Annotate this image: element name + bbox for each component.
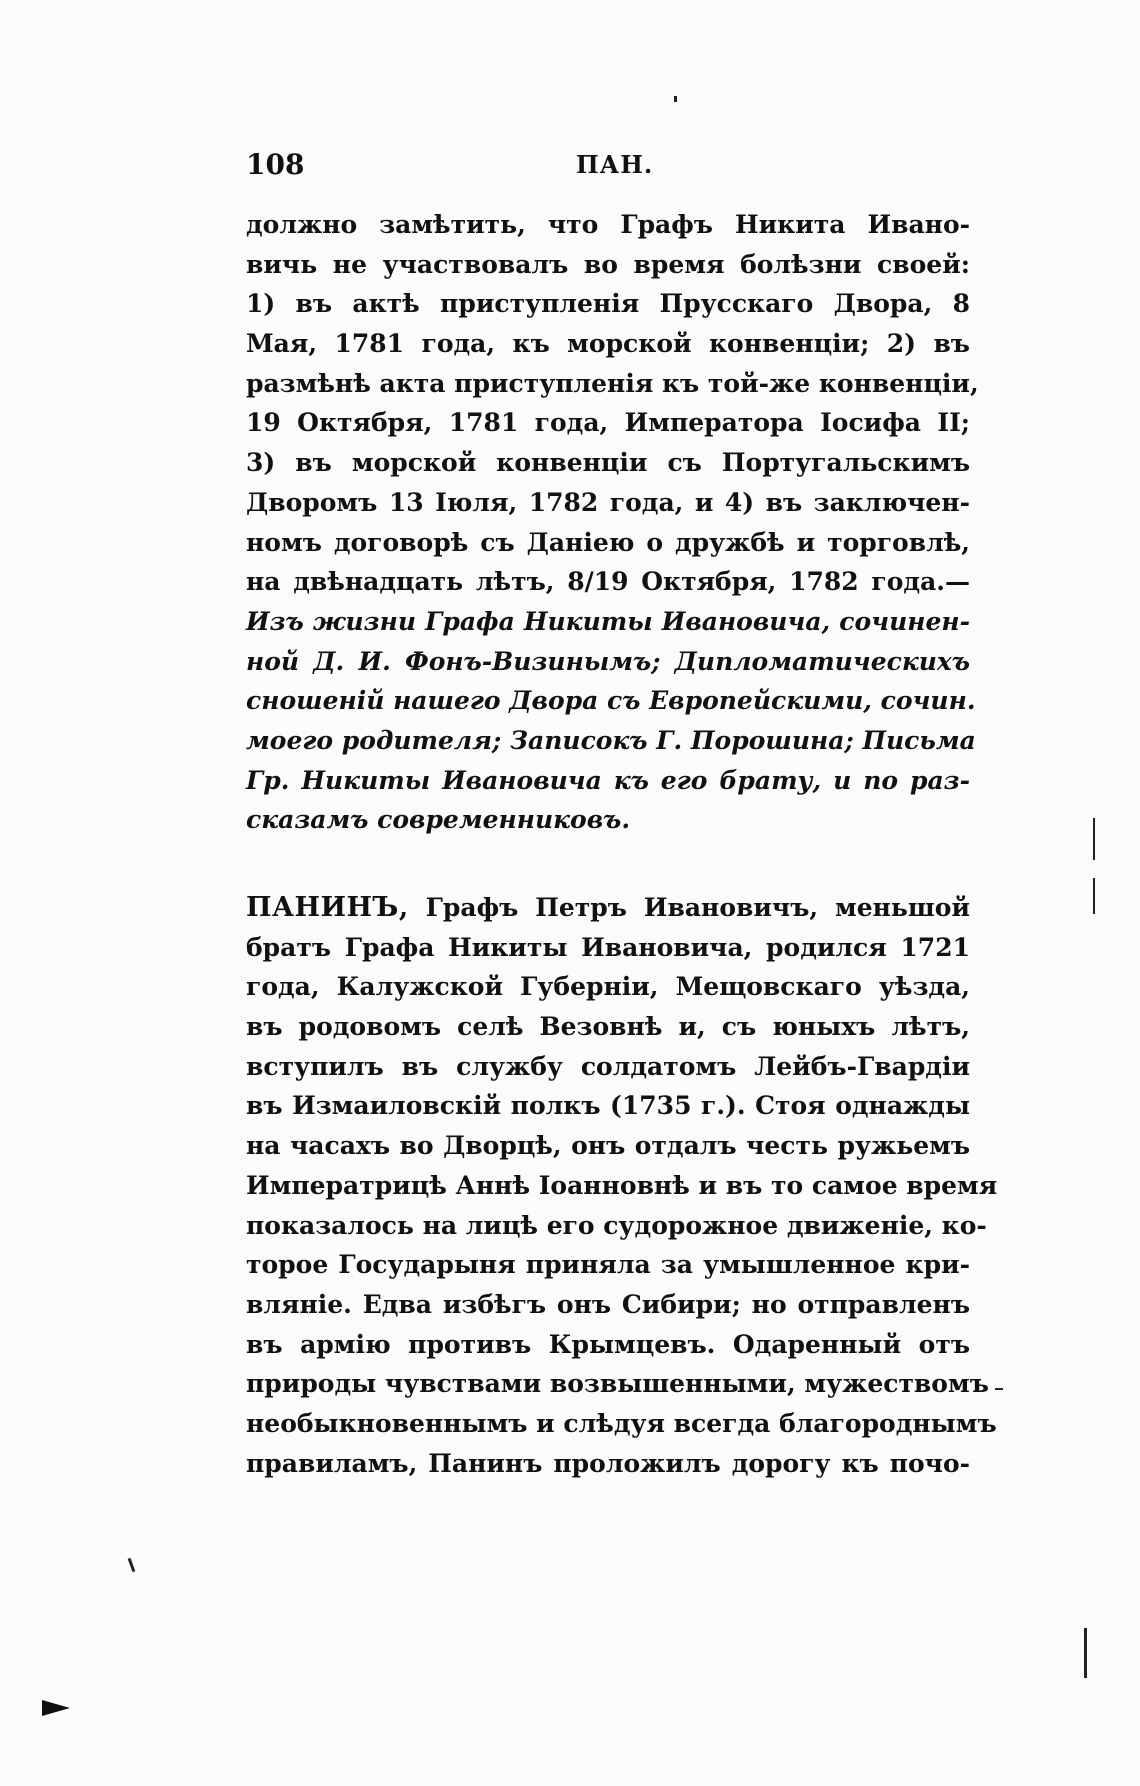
text-line: должно замѣтить, что Графъ Никита Ивано- xyxy=(246,210,970,239)
text-line: въ армію противъ Крымцевъ. Одаренный отъ xyxy=(246,1329,970,1359)
page-number: 108 xyxy=(246,148,305,181)
text-line: на двѣнадцать лѣтъ, 8/19 Октября, 1782 года.— xyxy=(246,567,970,597)
text-line: правиламъ, Панинъ проложилъ дорогу къ почо- xyxy=(246,1448,970,1478)
text-line: въ родовомъ селѣ Везовнѣ и, съ юныхъ лѣтъ, xyxy=(246,1012,970,1042)
entry-first-line-text: Графъ Петръ Ивановичъ, меньшой xyxy=(425,893,970,922)
source-line: сношеній нашего Двора съ Европейскими, сочин. xyxy=(246,686,976,716)
text-line: номъ договорѣ съ Даніею о дружбѣ и торговлѣ, xyxy=(246,527,970,557)
text-line: необыкновеннымъ и слѣдуя всегда благороднымъ xyxy=(246,1408,997,1438)
scan-mark xyxy=(1093,818,1095,860)
text-line: вступилъ въ службу солдатомъ Лейбъ-Гвардіи xyxy=(246,1051,970,1081)
text-line: Мая, 1781 года, къ морской конвенціи; 2) въ xyxy=(246,329,970,359)
page-header xyxy=(246,148,970,188)
text-line: на часахъ во Дворцѣ, онъ отдалъ честь ружьемъ xyxy=(246,1131,970,1161)
entry-panin-petr xyxy=(246,888,998,1483)
text-line: природы чувствами возвышенными, мужествомъ xyxy=(246,1369,989,1399)
text-line: въ Измаиловскій полкъ (1735 г.). Стоя однажды xyxy=(246,1091,970,1121)
text-line: вичь не участвовалъ во время болѣзни своей: xyxy=(246,249,970,279)
paragraph-continuation xyxy=(246,205,979,840)
scan-mark xyxy=(1093,878,1095,914)
text-line: Дворомъ 13 Іюля, 1782 года, и 4) въ заключен- xyxy=(246,487,970,517)
text-line: года, Калужской Губерніи, Мещовскаго уѣзда, xyxy=(246,972,970,1002)
source-line: Изъ жизни Графа Никиты Ивановича, сочинен- xyxy=(246,606,970,636)
text-line: Императрицѣ Аннѣ Іоанновнѣ и въ то самое время xyxy=(246,1170,998,1200)
source-line: ной Д. И. Фонъ-Визинымъ; Дипломатическихъ xyxy=(246,646,970,676)
scan-mark xyxy=(128,1558,136,1572)
source-line: Гр. Никиты Ивановича къ его брату, и по раз- xyxy=(246,765,970,795)
text-line: показалось на лицѣ его судорожное движеніе, ко- xyxy=(246,1210,987,1240)
scan-mark xyxy=(995,1388,1003,1390)
text-line: размѣнѣ акта приступленія къ той-же конвенціи, xyxy=(246,368,979,398)
text-line: 3) въ морской конвенціи съ Португальскимъ xyxy=(246,448,970,478)
scan-mark xyxy=(1084,1628,1087,1678)
text-line: торое Государыня приняла за умышленное кри- xyxy=(246,1250,970,1280)
scan-mark xyxy=(674,96,677,102)
scan-arrow-mark xyxy=(42,1700,70,1716)
entry-first-line xyxy=(246,888,970,928)
text-line: братъ Графа Никиты Ивановича, родился 1721 xyxy=(246,932,970,962)
text-line: 1) въ актѣ приступленія Прусскаго Двора, 8 xyxy=(246,289,970,319)
source-line: моего родителя; Записокъ Г. Порошина; Письма xyxy=(246,725,976,755)
entry-headword: ПАНИНЪ, xyxy=(246,892,409,923)
source-line: сказамъ современниковъ. xyxy=(246,805,631,835)
running-head: ПАН. xyxy=(576,150,654,179)
text-line: 19 Октября, 1781 года, Императора Іосифа II; xyxy=(246,408,970,438)
text-line: вляніе. Едва избѣгъ онъ Сибири; но отправленъ xyxy=(246,1289,970,1319)
